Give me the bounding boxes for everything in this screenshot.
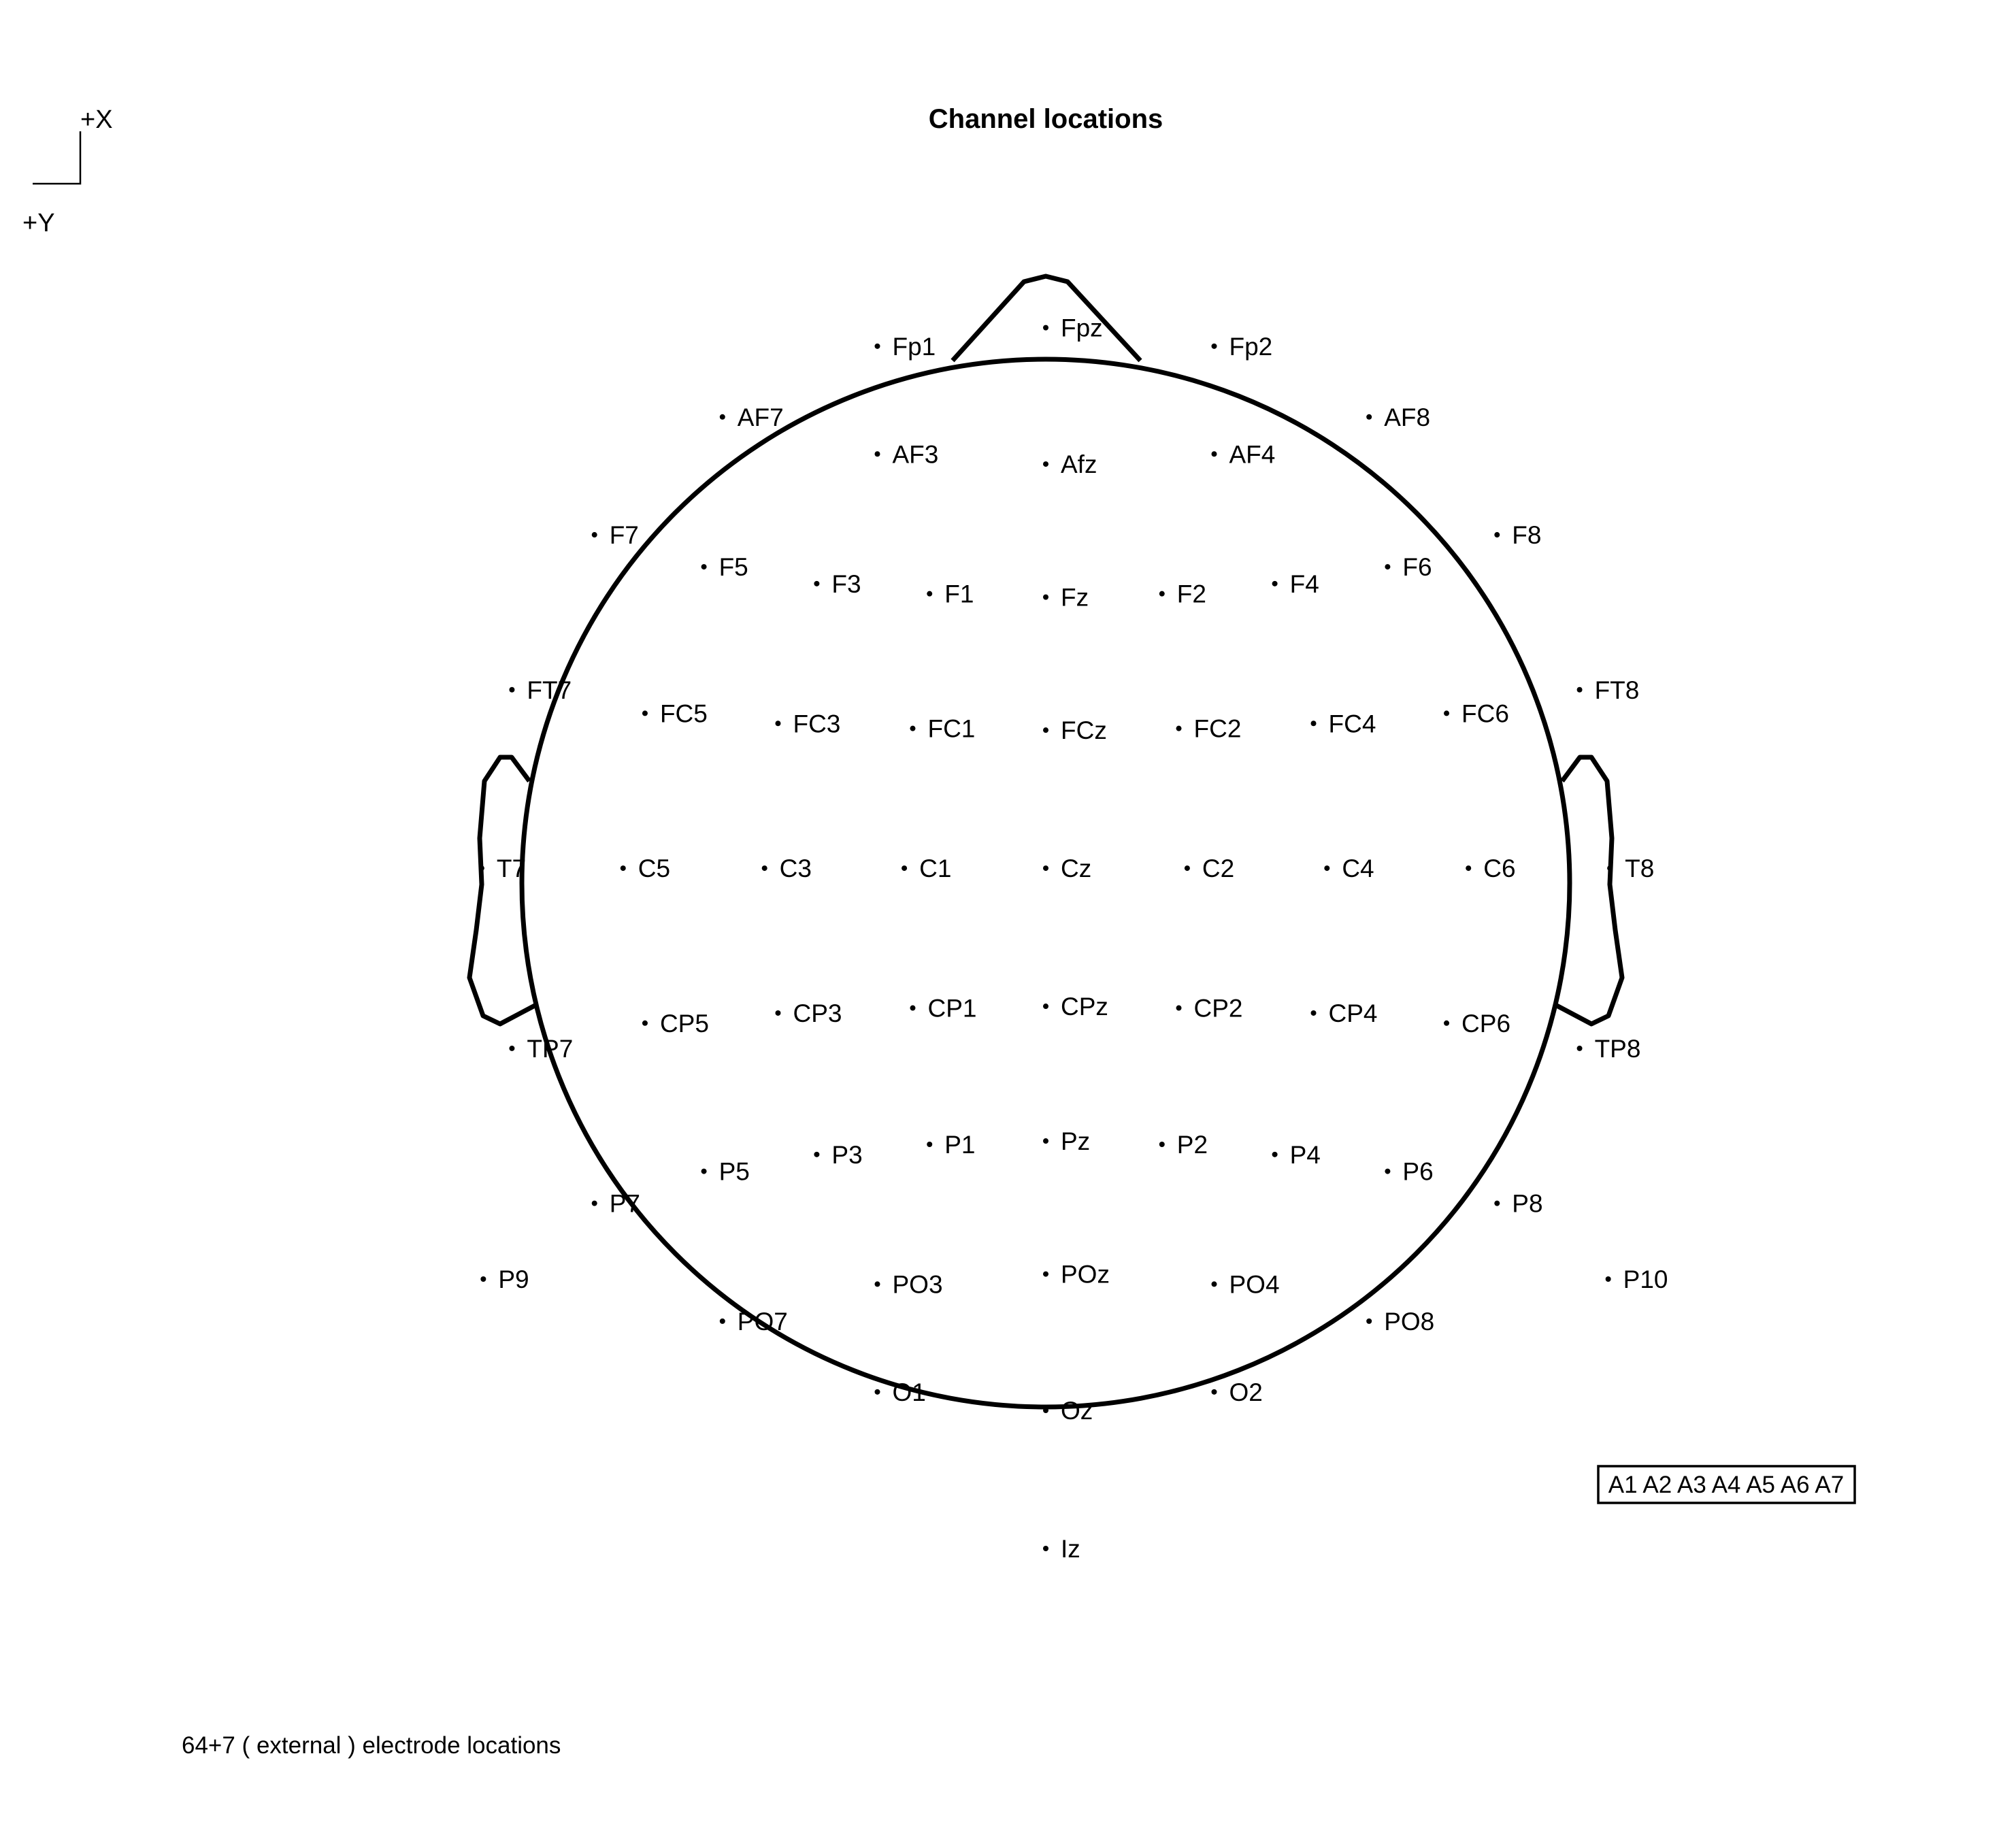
- electrode-marker: [592, 532, 597, 537]
- electrode-o2: [1212, 1378, 1263, 1406]
- electrode-fc5: [642, 699, 708, 727]
- electrode-af4: [1212, 440, 1276, 468]
- electrode-t7: [479, 855, 526, 882]
- electrode-marker: [479, 865, 484, 871]
- electrode-label: T8: [1625, 855, 1655, 883]
- electrode-marker: [814, 581, 819, 586]
- electrode-marker: [1366, 1319, 1372, 1324]
- axis-x-label: +X: [80, 105, 113, 134]
- electrode-p9: [480, 1265, 529, 1293]
- electrode-marker: [1043, 865, 1048, 871]
- external-channels-label: A1 A2 A3 A4 A5 A6 A7: [1608, 1472, 1845, 1498]
- electrode-marker: [1212, 344, 1217, 349]
- electrode-marker: [875, 451, 880, 457]
- electrode-label: P6: [1402, 1157, 1434, 1186]
- electrode-marker: [1185, 865, 1190, 871]
- electrode-marker: [701, 1169, 707, 1174]
- electrode-fpz: [1043, 314, 1103, 342]
- electrode-marker: [1272, 581, 1278, 586]
- electrode-afz: [1043, 450, 1097, 478]
- electrode-fp2: [1212, 333, 1273, 361]
- electrode-af3: [875, 440, 939, 468]
- electrode-fz: [1043, 584, 1089, 612]
- electrode-iz: [1043, 1535, 1080, 1563]
- electrode-c1: [902, 855, 951, 882]
- electrode-p3: [814, 1141, 862, 1169]
- electrode-af8: [1366, 403, 1430, 431]
- electrode-marker: [927, 591, 932, 597]
- electrode-label: P2: [1176, 1131, 1208, 1159]
- electrode-label: FC5: [659, 699, 708, 728]
- electrode-oz: [1043, 1397, 1093, 1425]
- electrode-label: F6: [1402, 553, 1432, 582]
- electrode-c2: [1185, 855, 1234, 882]
- electrode-marker: [1444, 710, 1449, 716]
- electrode-label: PO4: [1229, 1270, 1280, 1299]
- electrode-fp1: [875, 333, 936, 361]
- electrode-marker: [1176, 726, 1182, 731]
- electrode-label: C1: [919, 855, 952, 883]
- electrode-label: CP3: [793, 999, 842, 1027]
- electrode-af7: [720, 403, 784, 431]
- electrode-f7: [592, 521, 639, 549]
- head-circle: [522, 359, 1570, 1407]
- electrode-marker: [875, 1281, 880, 1287]
- electrode-label: P4: [1289, 1140, 1321, 1169]
- electrode-marker: [592, 1201, 597, 1206]
- electrode-label: CP1: [927, 994, 977, 1023]
- electrode-marker: [775, 1010, 780, 1016]
- electrode-marker: [875, 1389, 880, 1395]
- electrode-p6: [1385, 1158, 1433, 1186]
- electrode-label: Iz: [1061, 1535, 1080, 1563]
- electrode-marker: [1606, 1276, 1611, 1282]
- electrode-label: Afz: [1061, 450, 1097, 479]
- electrode-label: TP8: [1594, 1034, 1641, 1063]
- nose-shape: [953, 276, 1140, 361]
- electrode-marker: [1272, 1152, 1278, 1157]
- electrode-label: AF8: [1384, 403, 1431, 431]
- electrode-marker: [1366, 414, 1372, 420]
- electrode-cp2: [1176, 995, 1243, 1023]
- electrode-cz: [1043, 855, 1091, 882]
- electrode-label: F7: [609, 521, 639, 550]
- electrode-p7: [592, 1190, 640, 1218]
- electrode-marker: [1043, 1004, 1048, 1009]
- electrode-label: C3: [779, 855, 812, 883]
- electrode-marker: [1159, 591, 1165, 597]
- electrode-marker: [720, 1319, 725, 1324]
- electrode-marker: [1043, 1138, 1048, 1144]
- electrode-fc2: [1176, 715, 1242, 743]
- electrode-marker: [1607, 865, 1613, 871]
- electrode-label: C5: [638, 855, 671, 883]
- electrode-label: Oz: [1061, 1397, 1093, 1425]
- electrode-label: Fz: [1061, 583, 1089, 612]
- electrode-marker: [1311, 720, 1317, 726]
- electrode-label: O2: [1229, 1378, 1263, 1406]
- electrode-marker: [509, 687, 514, 693]
- electrode-label: C2: [1202, 855, 1235, 883]
- electrode-fcz: [1043, 716, 1107, 744]
- electrode-label: CP5: [659, 1009, 709, 1038]
- electrode-f1: [927, 580, 974, 608]
- electrode-f8: [1494, 521, 1541, 549]
- electrode-marker: [1043, 325, 1048, 331]
- electrode-p2: [1159, 1131, 1208, 1159]
- electrode-c4: [1324, 855, 1374, 882]
- electrode-label: Fpz: [1061, 314, 1103, 342]
- electrode-tp7: [509, 1035, 573, 1063]
- electrode-label: F2: [1176, 580, 1206, 608]
- figure-caption: 64+7 ( external ) electrode locations: [182, 1732, 561, 1759]
- electrode-label: FCz: [1061, 716, 1107, 745]
- electrode-cp3: [775, 999, 842, 1027]
- electrode-label: F8: [1512, 521, 1542, 550]
- electrode-label: PO7: [737, 1307, 788, 1336]
- electrode-marker: [1494, 1201, 1500, 1206]
- electrode-p10: [1606, 1265, 1668, 1293]
- electrode-marker: [1444, 1021, 1449, 1026]
- electrode-marker: [1043, 727, 1048, 733]
- electrode-layer: [479, 314, 1668, 1563]
- electrode-marker: [642, 1021, 648, 1026]
- electrode-marker: [1311, 1010, 1317, 1016]
- electrode-label: F4: [1289, 569, 1319, 598]
- electrode-cp1: [910, 995, 976, 1023]
- electrode-label: PO3: [892, 1270, 943, 1299]
- electrode-label: Cz: [1061, 855, 1092, 883]
- electrode-marker: [509, 1046, 514, 1051]
- electrode-label: Fp1: [892, 332, 936, 361]
- electrode-label: P5: [718, 1157, 750, 1186]
- electrode-label: C6: [1483, 855, 1516, 883]
- electrode-po4: [1212, 1270, 1280, 1298]
- axis-corner-lines: [33, 131, 80, 184]
- electrode-label: FC3: [793, 710, 841, 738]
- electrode-p4: [1272, 1141, 1321, 1169]
- electrode-label: FT7: [527, 676, 572, 704]
- electrode-label: CPz: [1061, 993, 1108, 1021]
- electrode-label: P1: [944, 1131, 976, 1159]
- electrode-marker: [1212, 1281, 1217, 1287]
- electrode-label: P9: [498, 1265, 529, 1293]
- electrode-c5: [621, 855, 670, 882]
- electrode-label: P10: [1623, 1265, 1668, 1293]
- electrode-label: CP4: [1328, 999, 1378, 1027]
- electrode-label: T7: [496, 855, 527, 883]
- electrode-marker: [1043, 1408, 1048, 1413]
- electrode-po3: [875, 1270, 943, 1298]
- electrode-f4: [1272, 570, 1319, 598]
- electrode-label: P8: [1512, 1189, 1543, 1218]
- electrode-label: AF4: [1229, 440, 1276, 469]
- electrode-label: FC1: [927, 714, 976, 743]
- external-channels-box: [1598, 1466, 1855, 1503]
- electrode-label: O1: [892, 1378, 926, 1406]
- electrode-p8: [1494, 1190, 1542, 1218]
- electrode-label: Fp2: [1229, 332, 1273, 361]
- electrode-label: POz: [1061, 1260, 1110, 1289]
- electrode-label: PO8: [1384, 1307, 1435, 1336]
- electrode-marker: [875, 344, 880, 349]
- electrode-marker: [1043, 595, 1048, 600]
- figure-title: Channel locations: [928, 104, 1163, 134]
- electrode-tp8: [1577, 1035, 1641, 1063]
- electrode-label: C4: [1342, 855, 1374, 883]
- electrode-label: CP2: [1193, 994, 1243, 1023]
- electrode-p5: [701, 1158, 750, 1186]
- electrode-label: F1: [944, 580, 974, 608]
- electrode-fc1: [910, 715, 975, 743]
- electrode-marker: [1466, 865, 1471, 871]
- electrode-label: Pz: [1061, 1127, 1091, 1156]
- electrode-label: AF3: [892, 440, 939, 469]
- electrode-f5: [701, 553, 748, 581]
- electrode-pz: [1043, 1127, 1090, 1155]
- electrode-po7: [720, 1308, 788, 1336]
- electrode-cpz: [1043, 993, 1108, 1021]
- electrode-marker: [1043, 1272, 1048, 1277]
- electrode-label: F5: [718, 553, 748, 582]
- electrode-fc6: [1444, 699, 1509, 727]
- electrode-label: FC2: [1193, 714, 1242, 743]
- electrode-fc3: [775, 710, 840, 738]
- electrode-label: FT8: [1594, 676, 1640, 704]
- electrode-marker: [1494, 532, 1500, 537]
- electrode-marker: [927, 1142, 932, 1147]
- electrode-marker: [701, 564, 707, 569]
- axis-y-label: +Y: [22, 209, 55, 237]
- electrode-c3: [762, 855, 812, 882]
- electrode-f3: [814, 570, 861, 598]
- right-ear-shape: [1557, 757, 1622, 1024]
- electrode-marker: [762, 865, 767, 871]
- electrode-po8: [1366, 1308, 1434, 1336]
- electrode-marker: [1577, 1046, 1583, 1051]
- electrode-marker: [720, 414, 725, 420]
- electrode-label: F3: [831, 569, 861, 598]
- electrode-marker: [814, 1152, 819, 1157]
- electrode-fc4: [1311, 710, 1376, 738]
- left-ear-shape: [469, 757, 535, 1024]
- electrode-marker: [1385, 1169, 1390, 1174]
- electrode-cp5: [642, 1010, 709, 1038]
- head-outline: [469, 276, 1622, 1407]
- electrode-ft7: [509, 676, 572, 704]
- electrode-marker: [902, 865, 907, 871]
- electrode-f6: [1385, 553, 1432, 581]
- electrode-label: FC4: [1328, 710, 1376, 738]
- electrode-marker: [1043, 461, 1048, 467]
- electrode-label: P3: [831, 1140, 863, 1169]
- electrode-p1: [927, 1131, 975, 1159]
- electrode-cp6: [1444, 1010, 1510, 1038]
- electrode-marker: [1159, 1142, 1165, 1147]
- electrode-marker: [642, 710, 648, 716]
- electrode-label: CP6: [1461, 1009, 1511, 1038]
- electrode-marker: [1212, 1389, 1217, 1395]
- electrode-marker: [1212, 451, 1217, 457]
- electrode-f2: [1159, 580, 1206, 608]
- electrode-marker: [1176, 1006, 1182, 1011]
- electrode-label: AF7: [737, 403, 784, 431]
- electrode-c6: [1466, 855, 1515, 882]
- electrode-cp4: [1311, 999, 1378, 1027]
- electrode-ft8: [1577, 676, 1640, 704]
- electrode-marker: [775, 720, 780, 726]
- axis-orientation-indicator: [22, 105, 113, 237]
- electrode-label: TP7: [527, 1034, 574, 1063]
- electrode-t8: [1607, 855, 1654, 882]
- electrode-marker: [910, 726, 915, 731]
- electrode-label: P7: [609, 1189, 640, 1218]
- electrode-marker: [1324, 865, 1329, 871]
- electrode-marker: [621, 865, 626, 871]
- electrode-marker: [480, 1276, 486, 1282]
- electrode-marker: [1577, 687, 1583, 693]
- electrode-poz: [1043, 1261, 1110, 1289]
- electrode-marker: [1385, 564, 1390, 569]
- electrode-marker: [910, 1006, 915, 1011]
- electrode-label: FC6: [1461, 699, 1509, 728]
- electrode-marker: [1043, 1546, 1048, 1551]
